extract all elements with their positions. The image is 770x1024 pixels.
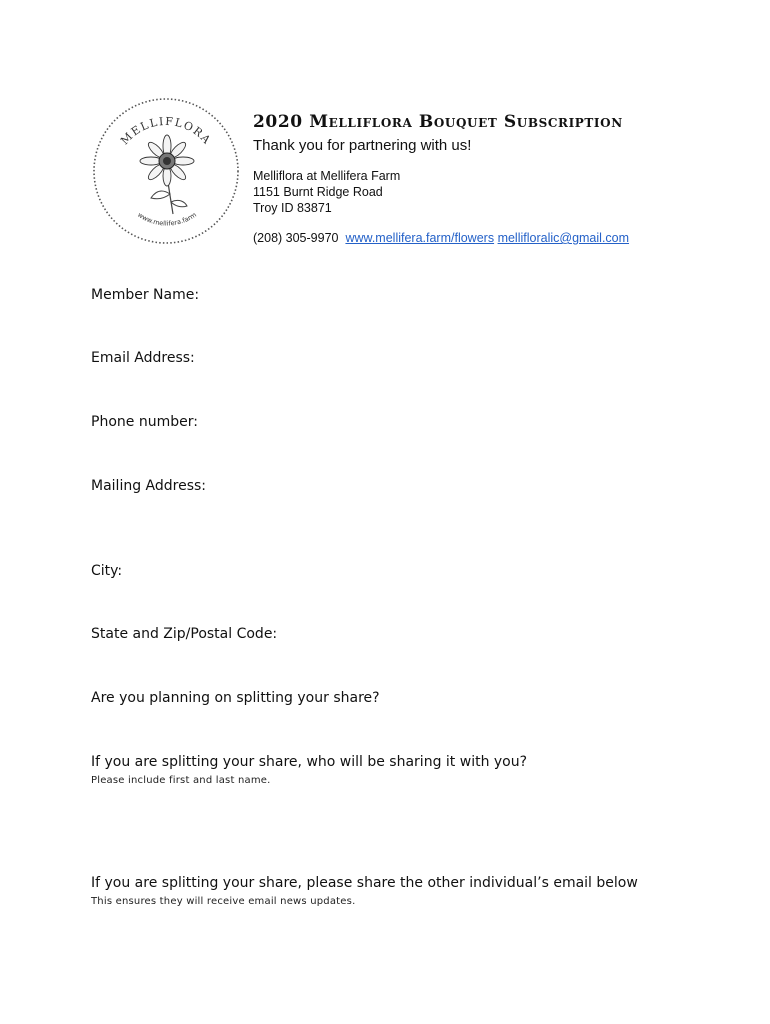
- phone-number: (208) 305-9970: [253, 231, 339, 245]
- page-title: 2020 Melliflora Bouquet Subscription: [253, 112, 623, 132]
- melliflora-logo: [91, 96, 241, 246]
- email-link[interactable]: mellifloralic@gmail.com: [497, 231, 630, 245]
- other-email-note: This ensures they will receive email news updates.: [91, 896, 356, 907]
- state-zip-label: State and Zip/Postal Code:: [91, 626, 278, 642]
- other-email-question: If you are splitting your share, please share the other individual’s email below: [91, 875, 638, 891]
- address-line: 1151 Burnt Ridge Road: [253, 185, 383, 199]
- address-line: Melliflora at Mellifera Farm: [253, 169, 401, 183]
- header-block: [253, 110, 753, 246]
- splitting-question: Are you planning on splitting your share?: [91, 690, 380, 706]
- email-address-label: Email Address:: [91, 350, 195, 366]
- sharing-with-note: Please include first and last name.: [91, 775, 271, 786]
- svg-text:www.mellifera.farm: [136, 211, 198, 228]
- website-link[interactable]: www.mellifera.farm/flowers: [345, 231, 495, 245]
- farm-address: [253, 168, 753, 216]
- thank-you-text: Thank you for partnering with us!: [253, 137, 472, 154]
- address-line: Troy ID 83871: [253, 201, 332, 215]
- logo-bottom-text: www.mellifera.farm: [136, 210, 198, 228]
- contact-line: [253, 230, 753, 246]
- logo-top-text: MELLIFLORA: [118, 114, 214, 148]
- sharing-with-question: If you are splitting your share, who will be sharing it with you?: [91, 754, 528, 770]
- city-label: City:: [91, 563, 123, 579]
- sunflower-icon: [91, 96, 241, 246]
- phone-number-label: Phone number:: [91, 414, 198, 430]
- member-name-label: Member Name:: [91, 287, 200, 303]
- mailing-address-label: Mailing Address:: [91, 478, 207, 494]
